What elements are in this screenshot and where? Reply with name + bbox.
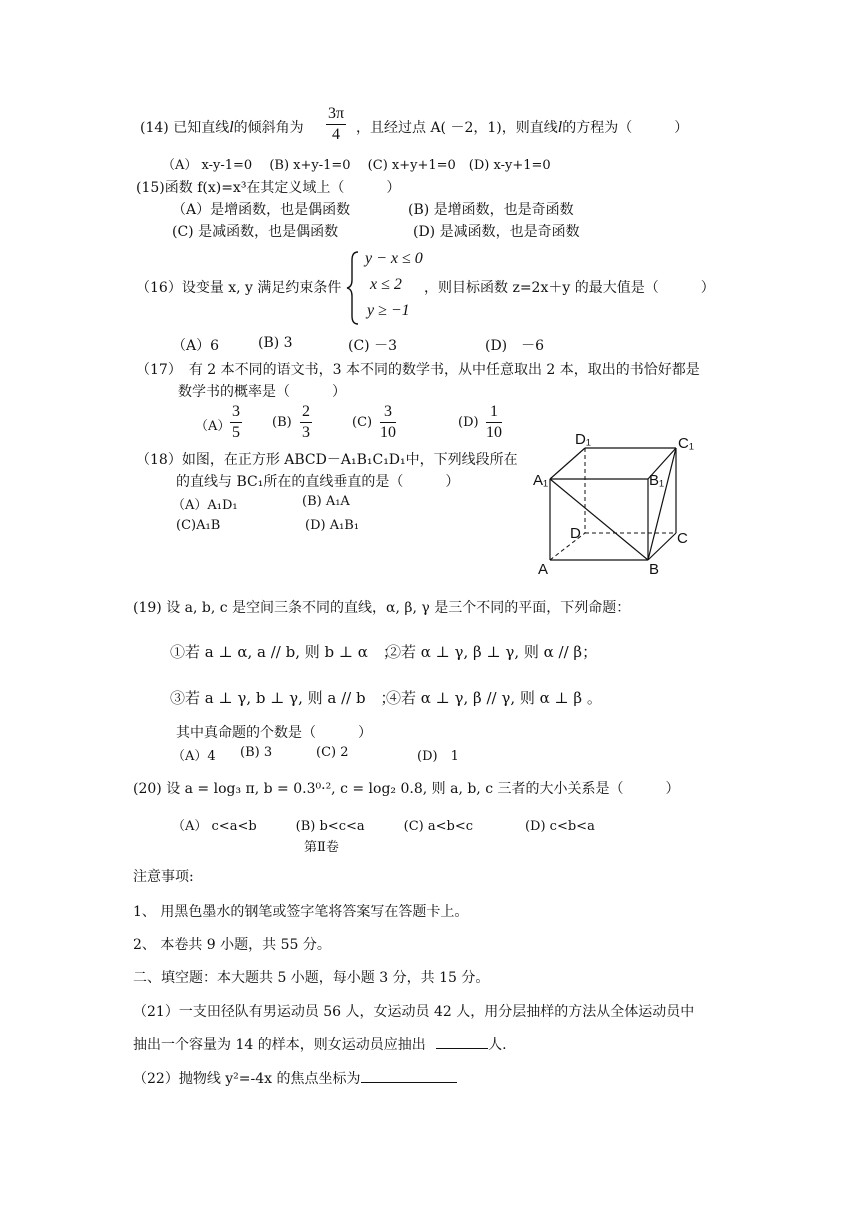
- label-a1: A₁: [533, 472, 549, 489]
- q15-option-a: （A）是增函数，也是偶函数: [172, 202, 351, 218]
- q19-prop-1: ①若 a ⊥ α, a // b, 则 b ⊥ α ；: [170, 643, 398, 661]
- q17-c-den: 10: [380, 424, 396, 441]
- q15-option-d: (D) 是减函数，也是奇函数: [413, 224, 580, 240]
- q16-option-c: (C) －3: [348, 338, 397, 354]
- q19-option-b: (B) 3: [240, 745, 273, 760]
- label-c: C: [677, 530, 688, 547]
- q18-option-a: （A）A₁D₁: [172, 498, 238, 513]
- q18-stem-1: （18）如图，在正方形 ABCD－A₁B₁C₁D₁中，下列线段所在: [136, 452, 518, 468]
- q18-stem-2: 的直线与 BC₁所在的直线垂直的是（ ）: [176, 474, 460, 490]
- q14-var-l: l: [229, 119, 234, 136]
- q19-option-c: (C) 2: [316, 745, 349, 760]
- q22-line: [133, 1068, 457, 1088]
- q21-line-1: （21）一支田径队有男运动员 56 人，女运动员 42 人，用分层抽样的方法从全体运动员中: [133, 1004, 695, 1020]
- q17-stem-2: 数学书的概率是（ ）: [178, 384, 346, 400]
- q21-answer-blank[interactable]: [436, 1034, 488, 1049]
- q15-option-b: (B) 是增函数，也是奇函数: [408, 202, 574, 218]
- q17-b-num: 2: [300, 402, 312, 423]
- q14-text-c: ，且经过点 A( －2，1)，则直线: [356, 120, 558, 136]
- q14-fraction: [326, 104, 346, 145]
- q17-option-b-frac: [300, 402, 312, 443]
- q19-prop-4: ④若 α ⊥ γ, β // γ, 则 α ⊥ β 。: [386, 689, 602, 707]
- q17-option-d-frac: [486, 402, 502, 443]
- label-b: B: [649, 561, 660, 578]
- q17-b-den: 3: [302, 424, 310, 441]
- q14-frac-num: 3π: [326, 104, 346, 125]
- cube-figure: [530, 425, 710, 580]
- q21-line-2-unit: 人.: [488, 1037, 507, 1053]
- q18-option-d: (D) A₁B₁: [305, 518, 360, 533]
- q17-option-d-label: (D): [458, 415, 479, 430]
- note-1: 1、 用黑色墨水的钢笔或签字笔将答案写在答题卡上。: [133, 904, 469, 920]
- q16-constraint-2: x ≤ 2: [370, 276, 402, 293]
- label-a: A: [538, 561, 549, 578]
- notes-title: 注意事项:: [133, 869, 194, 885]
- q21-line-2-text: 抽出一个容量为 14 的样本，则女运动员应抽出: [133, 1037, 426, 1053]
- q17-option-c-frac: [380, 402, 396, 443]
- q15-stem: (15)函数 f(x)=x³在其定义域上（ ）: [136, 180, 401, 196]
- q16-option-b: (B) 3: [258, 335, 293, 351]
- q16-constraint-3: y ≥ −1: [367, 302, 410, 319]
- label-d1: D₁: [575, 431, 591, 448]
- q18-option-b: (B) A₁A: [302, 494, 350, 509]
- q19-prop-2: ②若 α ⊥ γ, β ⊥ γ, 则 α // β；: [386, 643, 598, 661]
- q21-line-2: [133, 1034, 507, 1054]
- q14-text-d: 的方程为（ ）: [562, 120, 689, 136]
- q16-constraint-1: y − x ≤ 0: [365, 250, 423, 267]
- part-two-title: 第Ⅱ卷: [304, 840, 339, 855]
- q19-stem: (19) 设 a, b, c 是空间三条不同的直线，α, β, γ 是三个不同的平面，下列命题：: [133, 600, 631, 616]
- label-b1: B₁: [649, 472, 665, 489]
- q16-brace: [346, 250, 360, 326]
- q14-options: （A） x-y-1=0 (B) x+y-1=0 (C) x+y+1=0 (D) x-y+1=0: [162, 158, 551, 173]
- q20-stem: (20) 设 a = log₃ π, b = 0.3⁰·², c = log₂ 0.8, 则 a, b, c 三者的大小关系是（ ）: [133, 781, 680, 797]
- q15-option-c: (C) 是减函数，也是偶函数: [172, 224, 339, 240]
- note-2: 2、 本卷共 9 小题，共 55 分。: [133, 937, 331, 953]
- q16-option-a: （A）6: [172, 338, 220, 354]
- q16-stem-a: （16）设变量 x, y 满足约束条件: [136, 280, 342, 296]
- q16-option-d: (D) －6: [485, 338, 545, 354]
- q17-option-b-label: (B): [272, 415, 292, 430]
- q19-option-d: (D) 1: [417, 749, 459, 764]
- q17-d-num: 1: [486, 402, 502, 423]
- q14-frac-den: 4: [332, 126, 341, 143]
- q22-text: （22）抛物线 y²=-4x 的焦点坐标为: [133, 1071, 361, 1087]
- q17-stem-1: （17） 有 2 本不同的语文书，3 本不同的数学书，从中任意取出 2 本，取出的书恰好都是: [136, 362, 700, 378]
- q14-var-l2: l: [557, 119, 563, 136]
- diag-a1-b: [550, 479, 648, 560]
- label-d: D: [570, 525, 581, 542]
- q19-prop-3: ③若 a ⊥ γ, b ⊥ γ, 则 a // b ；: [170, 689, 396, 707]
- edge-a1-d1: [550, 448, 585, 479]
- q17-option-a-label: （A）: [195, 419, 231, 434]
- q22-answer-blank[interactable]: [361, 1068, 457, 1083]
- q16-stem-b: ，则目标函数 z=2x＋y 的最大值是（ ）: [424, 280, 715, 296]
- q17-option-a-frac: [230, 402, 242, 443]
- q17-option-c-label: (C): [352, 415, 373, 430]
- q18-option-c: (C)A₁B: [176, 518, 221, 533]
- q20-options: （A） c<a<b (B) b<c<a (C) a<b<c (D) c<b<a: [172, 819, 595, 834]
- q19-option-a: （A）4: [172, 749, 216, 764]
- label-c1: C₁: [678, 435, 694, 452]
- q17-d-den: 10: [486, 424, 502, 441]
- q14-stem: [140, 117, 304, 137]
- diag-b-c1: [648, 448, 676, 560]
- q14-text-a: (14) 已知直线: [140, 120, 230, 136]
- section-two-heading: 二、填空题：本大题共 5 小题，每小题 3 分，共 15 分。: [133, 970, 490, 986]
- edge-b-c: [648, 533, 676, 560]
- q14-stem-rest: [356, 117, 688, 137]
- q14-text-b: 的倾斜角为: [233, 120, 304, 136]
- q17-c-num: 3: [380, 402, 396, 423]
- q17-a-den: 5: [232, 424, 240, 441]
- q19-ask: 其中真命题的个数是（ ）: [176, 725, 372, 741]
- q17-a-num: 3: [230, 402, 242, 423]
